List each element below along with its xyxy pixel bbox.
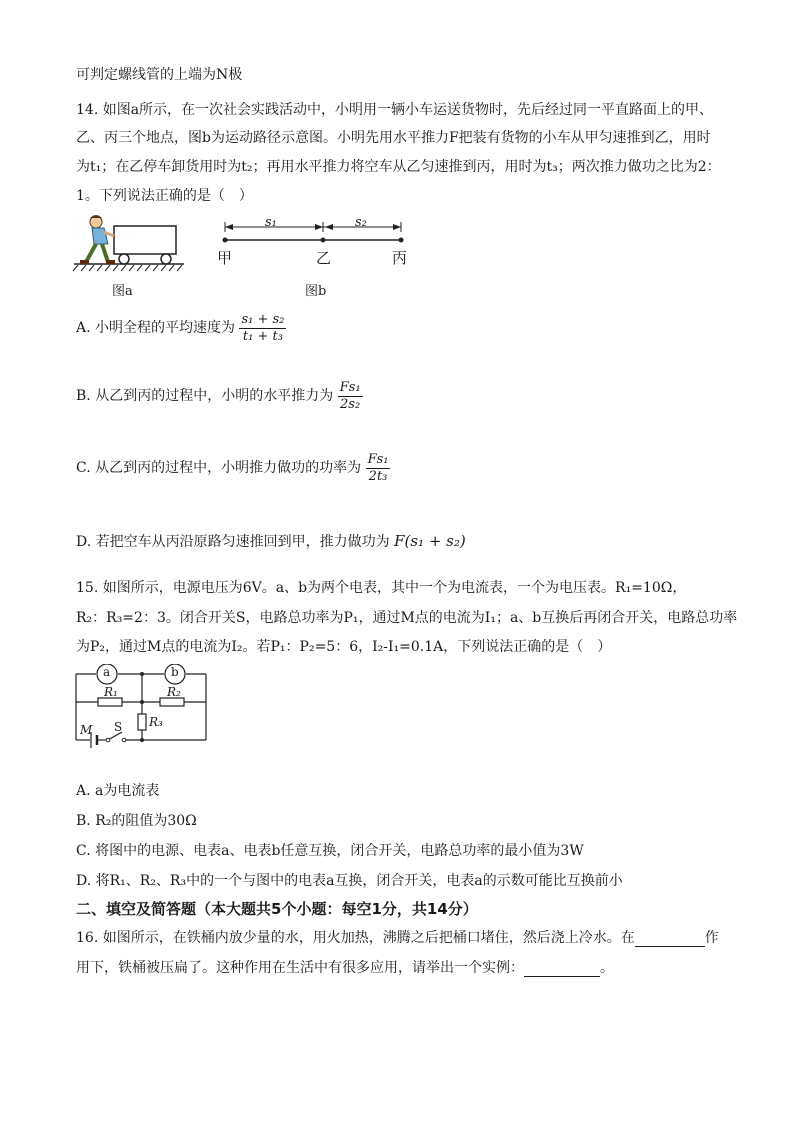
- q14-option-c-text: C. 从乙到丙的过程中，小明推力做功的功率为: [76, 460, 362, 477]
- figure-b-label: 图b: [305, 284, 327, 299]
- q14-line-3: 为t₁；在乙停车卸货用时为t₂；再用水平推力将空车从乙匀速推到丙，用时为t₃；两次推力做功之比为2：: [76, 159, 721, 175]
- q14-option-a-text: A. 小明全程的平均速度为: [76, 320, 236, 337]
- q14-option-b-fraction: [338, 380, 363, 412]
- fraction-denominator: 2t₃: [366, 468, 391, 485]
- label-s1: s₁: [265, 215, 277, 230]
- q14-option-c-fraction: [366, 452, 391, 484]
- q16-line-2-tail: 。: [600, 960, 614, 976]
- fraction-numerator: s₁ + s₂: [241, 312, 285, 327]
- q14-line-2: 乙、丙三个地点，图b为运动路径示意图。小明先用水平推力F把装有货物的小车从甲匀速推到乙，用时: [76, 130, 711, 146]
- q14-line-1: 14. 如图a所示，在一次社会实践活动中，小明用一辆小车运送货物时，先后经过同一平直路面上的甲、: [76, 102, 714, 118]
- point-m-label: M: [80, 723, 93, 737]
- resistor-r3-label: R₃: [149, 715, 163, 729]
- fraction-denominator: t₁ + t₃: [239, 328, 286, 345]
- q14-option-c[interactable]: [76, 452, 390, 484]
- q14-line-4: 1。下列说法正确的是（ ）: [76, 188, 253, 204]
- q16-line-1-text: 16. 如图所示，在铁桶内放少量的水，用火加热，沸腾之后把桶口堵住，然后浇上冷水。在: [76, 930, 635, 946]
- fraction-denominator: 2s₂: [338, 396, 363, 413]
- q14-option-a-fraction: [239, 312, 286, 344]
- q14-option-a[interactable]: [76, 312, 286, 344]
- resistor-r2-label: R₂: [167, 685, 181, 699]
- q14-option-d-text: D. 若把空车从丙沿原路匀速推回到甲，推力做功为: [76, 534, 390, 550]
- q15-circuit-diagram: [72, 664, 212, 750]
- q16-blank-2[interactable]: [524, 960, 600, 977]
- q14-option-b[interactable]: [76, 380, 363, 412]
- q14-option-d[interactable]: [76, 531, 466, 551]
- label-point-jia: 甲: [217, 249, 233, 267]
- q14-option-d-formula: F(s₁ + s₂): [394, 532, 466, 550]
- q16-blank-1[interactable]: [635, 930, 705, 947]
- q15-option-a[interactable]: A. a为电流表: [76, 783, 160, 799]
- q15-option-c[interactable]: C. 将图中的电源、电表a、电表b任意互换，闭合开关，电路总功率的最小值为3W: [76, 843, 584, 859]
- fraction-numerator: Fs₁: [367, 452, 389, 467]
- q15-option-d[interactable]: D. 将R₁、R₂、R₃中的一个与图中的电表a互换，闭合开关，电表a的示数可能比互换前小: [76, 873, 623, 889]
- figure-a-cart-illustration: [72, 210, 192, 272]
- q16-line-2: [76, 957, 614, 977]
- meter-a-label: a: [103, 665, 111, 679]
- intro-line: 可判定螺线管的上端为N极: [76, 67, 243, 83]
- figure-a-label: 图a: [112, 284, 133, 299]
- q15-line-1: 15. 如图所示，电源电压为6V。a、b为两个电表，其中一个为电流表，一个为电压表。R₁=10Ω，: [76, 580, 687, 596]
- q16-line-1: [76, 927, 719, 947]
- q14-option-b-text: B. 从乙到丙的过程中，小明的水平推力为: [76, 388, 334, 405]
- q16-line-2-text: 用下，铁桶被压扁了。这种作用在生活中有很多应用，请举出一个实例：: [76, 960, 524, 976]
- resistor-r1-label: R₁: [104, 685, 118, 699]
- label-point-bing: 丙: [392, 249, 408, 267]
- fraction-numerator: Fs₁: [339, 380, 361, 395]
- q15-line-3: 为P₂，通过M点的电流为I₂。若P₁：P₂=5：6，I₂-I₁=0.1A，下列说法正确的是（ ）: [76, 639, 612, 655]
- switch-s-label: S: [114, 720, 123, 734]
- meter-b-label: b: [171, 665, 179, 679]
- figure-b-path-diagram: [215, 212, 415, 268]
- label-point-yi: 乙: [316, 249, 332, 267]
- label-s2: s₂: [355, 215, 367, 230]
- q16-line-1-tail: 作: [704, 930, 719, 946]
- q15-line-2: R₂：R₃=2：3。闭合开关S，电路总功率为P₁，通过M点的电流为I₁；a、b互换后再闭合开关，电路总功率: [76, 610, 738, 626]
- q15-option-b[interactable]: B. R₂的阻值为30Ω: [76, 813, 197, 829]
- section-2-heading: 二、填空及简答题（本大题共5个小题：每空1分，共14分）: [76, 900, 478, 918]
